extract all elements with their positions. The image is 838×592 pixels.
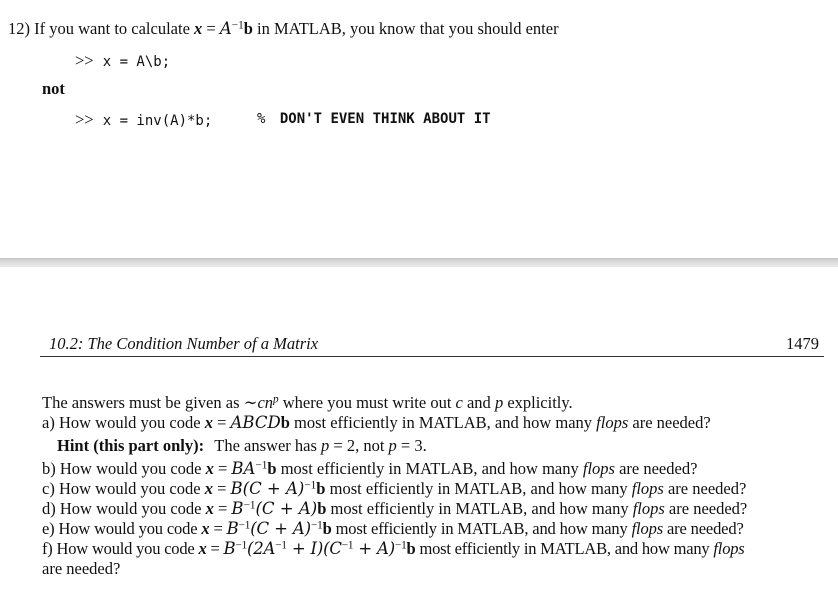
page-number: 1479	[786, 334, 819, 353]
code-line-correct: >> x = A\b;	[75, 51, 171, 70]
problem-number: 12)	[8, 19, 30, 38]
question-e: e) How would you code $x = B^{-1}(C + A)^{-1}b$ most efficiently in MATLAB, and how many flops are needed?	[42, 519, 744, 538]
hint: Hint (this part only): The answer has p = 2, not p = 3.	[57, 436, 427, 455]
problem-statement: 12) If you want to calculate $x = A^{-1}b$ in MATLAB, you know that you should enter	[8, 19, 559, 38]
page-divider	[0, 258, 838, 267]
section-title: 10.2: The Condition Number of a Matrix	[49, 334, 319, 353]
not-label: not	[42, 79, 65, 98]
question-b: b) How would you code $x = BA^{-1}b$ most efficiently in MATLAB, and how many flops are needed?	[42, 459, 698, 478]
question-d: d) How would you code $x = B^{-1}(C + A)b$ most efficiently in MATLAB, and how many flops are needed?	[42, 499, 748, 518]
question-c: c) How would you code $x = B(C + A)^{-1}b$ most efficiently in MATLAB, and how many flops are needed?	[42, 479, 747, 498]
header-rule	[40, 356, 824, 357]
code-comment: % DON'T EVEN THINK ABOUT IT	[257, 111, 491, 127]
code-line-wrong: >> x = inv(A)*b;	[75, 110, 213, 129]
question-f-continued: are needed?	[42, 559, 121, 578]
question-a: a) How would you code x = ABCDb most efficiently in MATLAB, and how many flops are needed?	[42, 413, 711, 432]
answers-intro: The answers must be given as $\sim cn^p$ where you must write out c and p explicitly.	[42, 393, 573, 412]
question-f: f) How would you code $x = B^{-1}(2A^{-1} + I)(C^{-1} + A)^{-1}b$ most efficiently in MATLAB, and how many flops	[42, 539, 745, 558]
